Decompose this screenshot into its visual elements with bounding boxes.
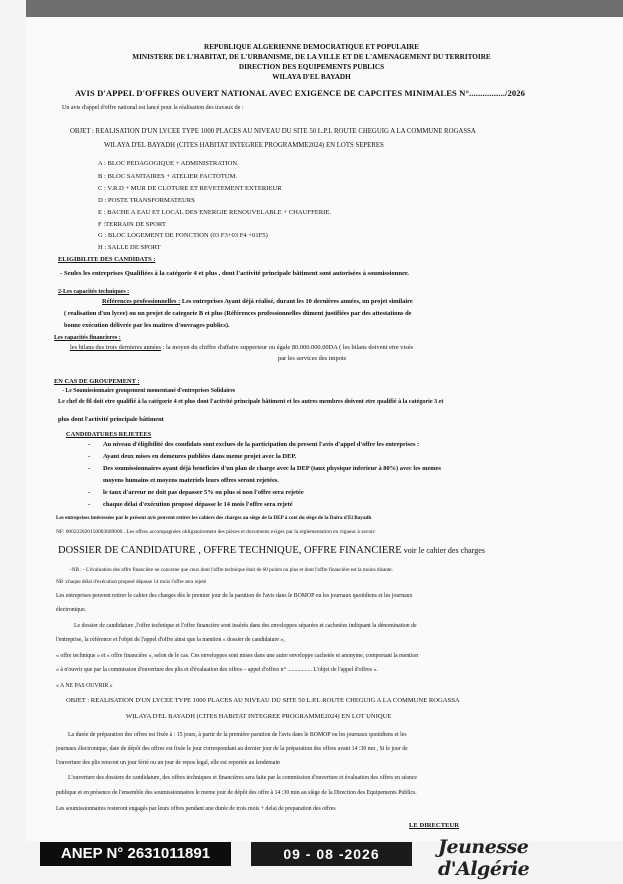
body-p2-line-1: Le dossier de candidature ,l'offre technique et l'offre financière sont insérés dans des enveloppes séparées et cachetées indiquant la dénomination de	[74, 623, 417, 629]
objet-line-1: OBJET : REALISATION D'UN LYCEE TYPE 1000 PLACES AU NIVEAU DU SITE 50 L.P.L ROUTE CHEGUIG A LA COMMUNE ROGASSA	[70, 128, 476, 135]
anep-number-badge: ANEP N° 2631011891	[40, 842, 231, 866]
final-line-6: Les soumissionnaires resteront engagés par leurs offres pendant une durée de trois mois + delai de preparation des offres	[56, 806, 336, 812]
body-p1-line-2: électronique.	[56, 607, 87, 613]
lot-item: A : BLOC PEDAGOGIQUE + ADMINISTRATION.	[98, 160, 239, 167]
lot-item: C : V.R.D + MUR DE CLOTURE ET REVETEMENT EXTERIEUR	[98, 185, 282, 192]
objet-line-2: WILAYA D'EL BAYADH (CITES HABITAT INTEGREE PROGRAMME2024) EN LOTS SEPERES	[104, 142, 384, 149]
capacites-techniques-heading: 2-Les capacités techniques :	[58, 289, 130, 295]
rejetees-heading: CANDIDATURES REJETEES	[66, 431, 152, 438]
body-p2-line-4: « à n'ouvrir que par la commission d'ouverture des plis et d'évaluation des offres – appel d'offres n° ................. L'objet de l'appel d'offres ».	[56, 667, 378, 673]
bullet: -	[88, 500, 91, 508]
header-republic: REPUBLIQUE ALGERIENNE DEMOCRATIQUE ET POPULAIRE	[204, 43, 419, 51]
groupement-heading: EN CAS DE GROUPEMENT :	[54, 378, 140, 385]
dossier-big-text: DOSSIER DE CANDIDATURE , OFFRE TECHNIQUE, OFFRE FINANCIERE	[58, 545, 402, 556]
newspaper-logo: Jeunesse d'Algérie	[438, 836, 530, 880]
bilans-text: : la moyen du chiffre d'affaire supperieur ou égale 80.000.000.00DA ( les bilans doivent etre visés	[161, 344, 414, 351]
top-bar	[26, 0, 623, 17]
rejetees-bullet-1: Au niveau d'éligibilité des condidats sont exclues de la participation du present l'avis d'appel d'offre les entreprises :	[103, 441, 420, 448]
signature-director: LE DIRECTEUR	[409, 822, 460, 829]
groupement-line-1: - Le Soumissionnaire groupement momentané d'entreprises Solidaires	[62, 388, 236, 394]
header-direction: DIRECTION DES EQUIPEMENTS PUBLICS	[238, 63, 385, 71]
eligibilite-heading: ELIGIBILITE DES CANDIDATS :	[58, 256, 156, 263]
capacites-financieres-heading: Les capacités financieres :	[54, 335, 121, 341]
objet2-line-1: OBJET : REALISATION D'UN LYCEE TYPE 1000 PLACES AU NIVEAU DU SITE 50 L.P.L ROUTE CHEGUIG A LA COMMUNE ROGASSA	[66, 697, 460, 704]
body-p2-line-3: « offre technique » et « offre financière », selon de le cas. Ces enveloppes sont mises dans une autre enveloppe cachetée et anonyme, comportant la mention	[56, 653, 419, 659]
rejetees-bullet-5: chaque délai d'exécution proposé dépasse le 14 mois l'offre sera rejeté	[103, 501, 293, 508]
lot-item: E : BACHE A EAU ET LOCAL DES ENERGIE RENOUVELABLE + CHAUFFERIE.	[98, 209, 332, 216]
body-p2-line-5: « A NE PAS OUVRIR »	[56, 683, 113, 689]
lot-item: G : BLOC LOGEMENT DE FONCTION (03 F3+03 F4 +01F5)	[98, 232, 268, 239]
nb-line-1: -NB : - L'évaluation des offre financière ne concerne que ceux dont l'offre technique était de 60 points ou plus et dont l'offre financière est la moins disante.	[70, 567, 393, 573]
final-line-4: L'ouverture des dossiers de candidature, des offres techniques et financières sera faite par la commission d'ouverture et évaluation des offres en séance	[68, 775, 417, 781]
rejetees-bullet-4: le taux d'arreur ne doit pas depasser 5% ou plus si non l'offre sera rejetée	[103, 489, 304, 496]
bilans-label: les bilans des trois dernieres années	[70, 344, 162, 351]
note-retrait: Les entreprises intéressées par le présent avis peuvent retirer les cahiers des charges au siège de la DEP à coté du siège de la Daira d'El Bayadh	[56, 515, 372, 521]
nb-line-2: NB :chaque délai d'exécution proposé dépasse 14 mois l'offre sera rejeté	[56, 579, 207, 585]
header-wilaya: WILAYA D'EL BAYADH	[272, 73, 351, 81]
groupement-line-2: Le chef de fil doit etre qualifié à la catégorie 4 et plus dont l'activité principale bâtiment et les autres membres doivent etre qualifié à la catégorie 3 et	[58, 399, 444, 405]
final-line-1: La durée de préparation des offres est fixée à : 15 jours, à partir de la première parution de l'avis dans le BOMOP ou les journaux quotidiens et les	[68, 732, 407, 738]
bullet: -	[88, 488, 91, 496]
rejetees-bullet-3a: Des soumissionnaires ayant déjà beneficies d'un plan de charge avec la DEP (taux physique inferieur à 80%) avec les memes	[103, 465, 441, 472]
final-line-3: l'ouverture des plis rencont un jour férié ou un jour de repos legal, elle est reportée au lendemain	[56, 760, 280, 766]
objet2-line-2: WILAYA D'EL BAYADH (CITES HABITAT INTEGREE PROGRAMME2024) EN LOT UNIQUE	[126, 713, 392, 720]
final-line-2: journaux électronique, date de dépôt des offres est fixée le jour correspondant au dernier jour de la préparation des offres avant 14 :30 mn , Si le jour de	[56, 746, 408, 752]
capacites-financieres-line-2: par les services des impots	[278, 355, 347, 362]
rejetees-bullet-2: Ayant deux mises en demeures publiées dans meme projet avec la DEP.	[103, 453, 297, 460]
lot-item: D : POSTE TRANSFORMATEURS	[98, 197, 195, 204]
capacites-financieres-line-1	[70, 344, 413, 352]
bullet: -	[88, 452, 91, 460]
capacites-techniques-line-3: bonne exécution délivrée par les maitres d'ouvrages publics).	[64, 322, 230, 329]
publication-date-badge: 09 - 08 -2026	[251, 842, 412, 866]
eligibilite-text: - Seules les entreprises Qualifiées à la catégorie 4 et plus , dont l'activité principale bâtiment sont autorisées à soumissionner.	[60, 270, 409, 277]
header-ministry: MINISTERE DE L'HABITAT, DE L'URBANISME, DE LA VILLE ET DE L'AMENAGEMENT DU TERRITOIRE	[132, 53, 491, 61]
capacites-techniques-line-1	[102, 298, 413, 306]
dossier-tail-text: voir le cahier des charges	[401, 546, 485, 555]
note-nf: NF: 000232020150003669000 . Les offres accompagnées obligatoirement des pièces et documents exigés par la réglementation en vigueur à savoir:	[56, 529, 376, 535]
notice-title: AVIS D'APPEL D'OFFRES OUVERT NATIONAL AVEC EXIGENCE DE CAPCITES MINIMALES N°................/2026	[75, 88, 526, 98]
capacites-techniques-line-2: ( realisation d'un lycee) ou un projet de categorie B et plus (Références professionnelles dûment justifiées par des attestations de	[64, 310, 412, 317]
bullet: -	[88, 440, 91, 448]
lot-item: F :TERRAIN DE SPORT	[98, 221, 166, 228]
intro-text: Un avis d'appel d'offre national est lancé pour la réalisation des travaux de :	[62, 105, 244, 111]
lot-item: H : SALLE DE SPORT	[98, 244, 161, 251]
dossier-heading	[58, 545, 485, 556]
body-p1-line-1: Les entreprises peuvent retirer le cahier des charges dès le premier jour de la parution de l'avis dans le BOMOP ou les journaux quotidiens et les journaux	[56, 593, 413, 599]
rejetees-bullet-3b: moyens humains et moyens materiels leurs offres seront rejetées.	[103, 477, 279, 484]
final-line-5: publique et en présence de l'ensemble des soumissionnaires le meme jour de dépôt des offre à 14 :30 min au siège de la Direction des Equipements Publics.	[56, 790, 417, 796]
lot-item: B : BLOC SANITAIRES + ATELIER FACTOTUM.	[98, 173, 238, 180]
references-label: Références professionnelles :	[102, 298, 181, 305]
references-text: Les entreprises Ayant déjà réalisé, durant les 10 dernières années, un projet similaire	[180, 298, 413, 305]
bullet: -	[88, 464, 91, 472]
groupement-line-3: plus dont l'activité principale bâtiment	[58, 416, 164, 423]
body-p2-line-2: l'entreprise, la référence et l'objet de l'appel d'offre ainsi que la mention « dossier de candidature »,	[56, 637, 285, 643]
